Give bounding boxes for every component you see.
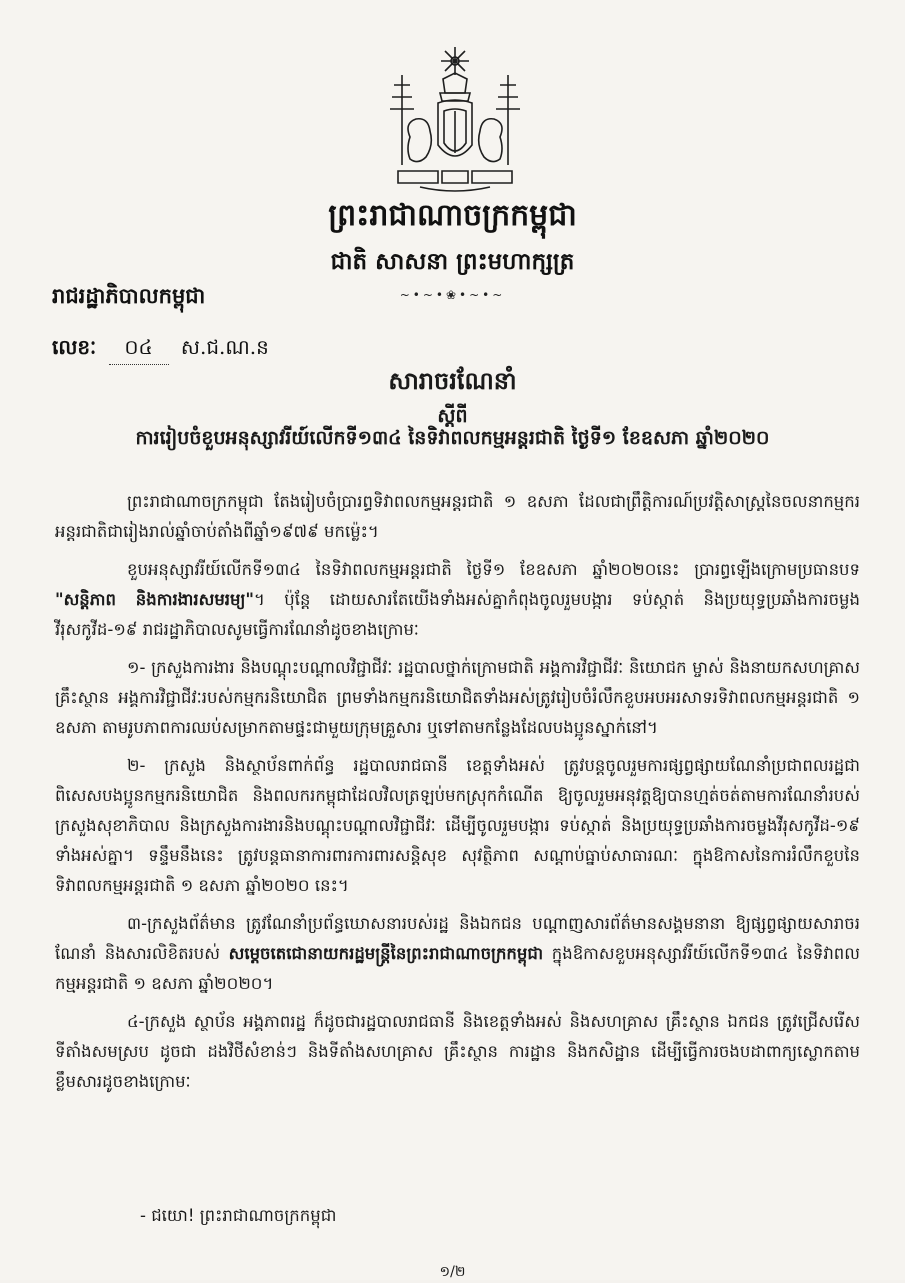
paragraph-item-4: ៤-ក្រសួង ស្ថាប័ន អង្គភាពរដ្ឋ ក៏ដូចជារដ្ឋបាលរាជធានី និងខេត្តទាំងអស់ និងសហគ្រាស គ្រឹះស្ថាន ឯកជន ត្រូវជ្រើសរើសទីតាំងសមស្រប ដូចជា ដងវិថីសំខាន់ៗ និងទីតាំងសហគ្រាស គ្រឹះស្ថាន ការដ្ឋាន និងកសិដ្ឋាន ដើម្បីធ្វើការចងបដាពាក្យស្លោកតាមខ្លឹមសារដូចខាងក្រោមៈ — [55, 1012, 860, 1091]
about-label: ស្តីពី — [437, 405, 468, 427]
paragraph-intro: ព្រះរាជាណាចក្រកម្ពុជា តែងរៀបចំប្រារព្ធទិវាពលកម្មអន្តរជាតិ ១ ឧសភា ដែលជាព្រឹត្តិការណ៍ប្រវត្តិសាស្ត្រនៃចលនាកម្មករអន្តរជាតិជារៀងរាល់ឆ្នាំចាប់តាំងពីឆ្នាំ១៩៧៩ មកម្ល៉េះ។ — [55, 492, 860, 541]
reference-code: ស.ជ.ណ.ន — [180, 335, 269, 359]
paragraph-theme-end: ។ ប៉ុន្តែ ដោយសារតែយើងទាំងអស់គ្នាកំពុងចូលរួមបង្ការ ទប់ស្កាត់ និងប្រយុទ្ធប្រឆាំងការចម្លងវីរុសកូវីដ-១៩ រាជរដ្ឋាភិបាលសូមធ្វើការណែនាំដូចខាងក្រោមៈ — [55, 590, 861, 639]
paragraph-item-3 — [55, 909, 860, 999]
page-number: ១/២ — [439, 1264, 466, 1280]
paragraph-item-1: ១- ក្រសួងការងារ និងបណ្តុះបណ្តាលវិជ្ជាជីវៈ រដ្ឋបាលថ្នាក់ក្រោមជាតិ អង្គការវិជ្ជាជីវៈ និយោជក ម្ចាស់ និងនាយកសហគ្រាស គ្រឹះស្ថាន អង្គការវិជ្ជាជីវៈរបស់កម្មករនិយោជិត ព្រមទាំងកម្មករនិយោជិតទាំងអស់ត្រូវរៀបចំរំលឹកខួបអបអរសាទរទិវាពលកម្មអន្តរជាតិ ១ ឧសភា តាមរូបភាពការឈប់សម្រាកតាមផ្ទះជាមួយក្រុមគ្រួសារ ឬទៅតាមកន្លែងដែលបងប្អូនស្នាក់នៅ។ — [55, 658, 860, 737]
theme-quote: "សន្តិភាព និងការងារសមរម្យ" — [55, 590, 255, 609]
reference-number — [52, 334, 269, 365]
paragraph-theme-start: ខួបអនុស្សាវរីយ៍លើកទី១៣៤ នៃទិវាពលកម្មអន្តរជាតិ ថ្ងៃទី១ ខែឧសភា ឆ្នាំ២០២០នេះ ប្រារព្ធឡើងក្រោមប្រធានបទ — [127, 560, 860, 579]
paragraph-theme — [55, 555, 860, 645]
document-type: សារាចរណែនាំ — [388, 366, 517, 395]
closing-slogan: - ជយោ! ព្រះរាជាណាចក្រកម្ពុជា — [140, 1206, 337, 1225]
document-subject: ការរៀបចំខួបអនុស្សាវរីយ៍លើកទី១៣៤ នៃទិវាពលកម្មអន្តរជាតិ ថ្ងៃទី១ ខែឧសភា ឆ្នាំ២០២០ — [135, 427, 770, 449]
prime-minister-title: សម្តេចតេជោនាយករដ្ឋមន្ត្រីនៃព្រះរាជាណាចក្រកម្ពុជា — [228, 944, 544, 963]
document-body — [55, 487, 860, 1105]
reference-label: លេខៈ — [52, 335, 97, 359]
national-motto: ជាតិ សាសនា ព្រះមហាក្សត្រ — [330, 248, 575, 275]
paragraph-item-3-start: ៣-ក្រសួងព័ត៌មាន ត្រូវណែនាំប្រព័ន្ធឃោសនារបស់រដ្ឋ និងឯកជន បណ្តាញសារព័ត៌មានសង្គមនានា ឱ្យផ្សព្វផ្សាយសារាចរណែនាំ និងសារលិខិតរបស់ — [55, 914, 860, 963]
paragraph-item-2: ២- ក្រសួង និងស្ថាប័នពាក់ព័ន្ធ រដ្ឋបាលរាជធានី ខេត្តទាំងអស់ ត្រូវបន្តចូលរួមការផ្សព្វផ្សាយណែនាំប្រជាពលរដ្ឋជាពិសេសបងប្អូនកម្មករនិយោជិត និងពលករកម្ពុជាដែលវិលត្រឡប់មកស្រុកកំណើត ឱ្យចូលរួមអនុវត្តឱ្យបានហ្មត់ចត់តាមការណែនាំរបស់ក្រសួងសុខាភិបាល និងក្រសួងការងារនិងបណ្តុះបណ្តាលវិជ្ជាជីវៈ ដើម្បីចូលរួមបង្ការ ទប់ស្កាត់ និងប្រយុទ្ធប្រឆាំងការចម្លងវីរុសកូវីដ-១៩ ទាំងអស់គ្នា។ ទន្ទឹមនឹងនេះ ត្រូវបន្តធានាការពារការពារសន្តិសុខ សុវត្ថិភាព សណ្តាប់ធ្នាប់សាធារណៈ ក្នុងឱកាសនៃការរំលឹកខួបនៃទិវាពលកម្មអន្តរជាតិ ១ ឧសភា ឆ្នាំ២០២០ នេះ។ — [55, 756, 860, 895]
reference-number-value: ០៤ — [109, 334, 169, 365]
royal-emblem-icon — [380, 45, 530, 200]
issuing-authority: រាជរដ្ឋាភិបាលកម្ពុជា — [52, 283, 206, 308]
ornament-divider: ~•~•❀•~•~ — [399, 288, 506, 302]
paragraph-item-3-end: ក្នុងឱកាសខួបអនុស្សាវរីយ៍លើកទី១៣៤ នៃទិវាពលកម្មអន្តរជាតិ ១ ឧសភា ឆ្នាំ២០២០។ — [55, 944, 860, 993]
kingdom-title: ព្រះរាជាណាចក្រកម្ពុជា — [328, 198, 577, 233]
